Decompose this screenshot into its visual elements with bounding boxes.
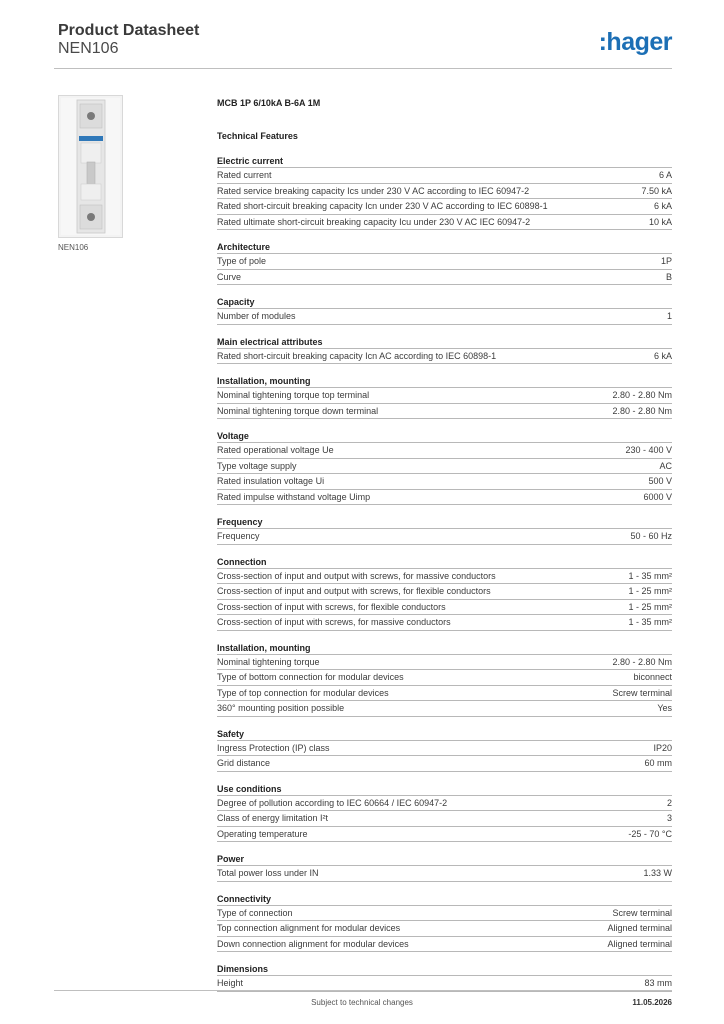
spec-row [217, 669, 672, 685]
spec-row [217, 214, 672, 231]
spec-section [217, 783, 672, 843]
spec-row [217, 183, 672, 199]
spec-value: 7.50 kA [641, 185, 672, 196]
spec-row [217, 473, 672, 489]
spec-label: Number of modules [217, 311, 296, 322]
page-header [58, 20, 672, 70]
spec-table [217, 795, 672, 843]
product-image [58, 95, 123, 238]
section-title: Main electrical attributes [217, 336, 323, 347]
spec-label: Type of connection [217, 907, 293, 918]
spec-value: 500 V [648, 476, 672, 487]
section-title: Frequency [217, 517, 263, 527]
spec-row [217, 826, 672, 843]
spec-value: Aligned terminal [607, 923, 672, 934]
spec-value: Screw terminal [612, 687, 672, 698]
spec-row [217, 387, 672, 403]
spec-value: 3 [666, 813, 672, 824]
spec-value: 1.33 W [643, 868, 672, 879]
spec-value: Screw terminal [612, 907, 672, 918]
spec-label: Class of energy limitation I²t [217, 813, 329, 824]
spec-row [217, 489, 672, 506]
spec-row [217, 403, 672, 420]
footer-divider [54, 990, 672, 991]
spec-row [217, 936, 672, 953]
spec-label: Cross-section of input and output with screws, for flexible conductors [217, 586, 491, 597]
spec-section [217, 430, 672, 505]
spec-row [217, 198, 672, 214]
spec-table [217, 387, 672, 419]
spec-table [217, 167, 672, 230]
spec-value: 6 kA [653, 350, 672, 361]
spec-value: 1P [660, 256, 672, 267]
section-title: Safety [217, 728, 245, 739]
spec-value: AC [659, 460, 672, 471]
spec-value: 10 kA [648, 216, 672, 227]
spec-section [217, 642, 672, 717]
spec-row [217, 253, 672, 269]
spec-label: Ingress Protection (IP) class [217, 742, 330, 753]
spec-value: 1 - 35 mm² [628, 617, 672, 628]
spec-label: Rated short-circuit breaking capacity Icn under 230 V AC according to IEC 60898-1 [217, 201, 548, 212]
spec-row [217, 583, 672, 599]
circuit-breaker-illustration [59, 96, 122, 237]
section-title: Dimensions [217, 964, 269, 974]
spec-section [217, 296, 672, 325]
section-title: Voltage [217, 431, 249, 441]
spec-value: 6000 V [643, 491, 672, 502]
spec-table [217, 865, 672, 882]
technical-content [217, 97, 672, 992]
spec-row [217, 810, 672, 826]
spec-label: Rated insulation voltage Ui [217, 476, 325, 487]
spec-table [217, 528, 672, 545]
spec-label: Nominal tightening torque down terminal [217, 405, 379, 416]
spec-value: 6 kA [653, 201, 672, 212]
spec-label: Degree of pollution according to IEC 60664 / IEC 60947-2 [217, 797, 448, 808]
section-title: Use conditions [217, 783, 282, 794]
header-divider [54, 68, 672, 69]
spec-label: Cross-section of input with screws, for massive conductors [217, 617, 451, 628]
spec-table [217, 348, 672, 365]
spec-label: Type of top connection for modular devices [217, 687, 389, 698]
features-heading: Technical Features [217, 131, 298, 141]
spec-value: biconnect [633, 672, 672, 683]
spec-value: 6 A [658, 170, 672, 181]
spec-row [217, 700, 672, 717]
spec-label: Rated current [217, 170, 272, 181]
spec-table [217, 740, 672, 772]
spec-value: IP20 [653, 742, 672, 753]
spec-label: Top connection alignment for modular devices [217, 923, 401, 934]
spec-row [217, 308, 672, 325]
spec-section [217, 728, 672, 772]
spec-row [217, 599, 672, 615]
spec-row [217, 685, 672, 701]
section-title: Capacity [217, 297, 255, 307]
spec-table [217, 308, 672, 325]
section-title: Connection [217, 556, 267, 567]
section-title: Architecture [217, 242, 271, 252]
spec-row [217, 920, 672, 936]
spec-section [217, 241, 672, 285]
section-title: Power [217, 854, 245, 864]
spec-label: Cross-section of input and output with screws, for massive conductors [217, 570, 496, 581]
spec-section [217, 556, 672, 631]
footer-note: Subject to technical changes [311, 998, 413, 1007]
spec-label: Frequency [217, 531, 260, 542]
spec-label: Rated operational voltage Ue [217, 445, 334, 456]
spec-row [217, 755, 672, 772]
feature-sections [217, 155, 672, 992]
spec-value: 1 - 35 mm² [628, 570, 672, 581]
document-code: NEN106 [58, 40, 119, 57]
spec-label: Curve [217, 271, 242, 282]
spec-label: Total power loss under IN [217, 868, 319, 879]
spec-label: Type of bottom connection for modular devices [217, 672, 404, 683]
spec-row [217, 167, 672, 183]
spec-label: Rated ultimate short-circuit breaking capacity Icu under 230 V AC IEC 60947-2 [217, 216, 531, 227]
spec-label: Rated service breaking capacity Ics under 230 V AC according to IEC 60947-2 [217, 185, 530, 196]
hager-logo: :hager [598, 28, 672, 56]
spec-value: 1 [666, 311, 672, 322]
spec-row [217, 348, 672, 365]
spec-label: Grid distance [217, 758, 271, 769]
spec-value: 230 - 400 V [625, 445, 672, 456]
section-title: Connectivity [217, 893, 272, 904]
spec-label: Nominal tightening torque top terminal [217, 390, 370, 401]
spec-value: 2.80 - 2.80 Nm [612, 390, 672, 401]
section-title: Installation, mounting [217, 376, 311, 386]
spec-row [217, 614, 672, 631]
spec-row [217, 458, 672, 474]
spec-section [217, 963, 672, 992]
spec-value: B [665, 271, 672, 282]
spec-value: 2.80 - 2.80 Nm [612, 656, 672, 667]
spec-label: 360° mounting position possible [217, 703, 345, 714]
spec-label: Rated impulse withstand voltage Uimp [217, 491, 371, 502]
spec-row [217, 905, 672, 921]
spec-table [217, 905, 672, 953]
section-title: Installation, mounting [217, 642, 311, 653]
spec-value: 1 - 25 mm² [628, 601, 672, 612]
spec-table [217, 654, 672, 717]
spec-value: 2 [666, 797, 672, 808]
spec-section [217, 516, 672, 545]
spec-value: 60 mm [644, 758, 672, 769]
spec-label: Down connection alignment for modular devices [217, 938, 409, 949]
spec-table [217, 253, 672, 285]
spec-row [217, 795, 672, 811]
spec-label: Type of pole [217, 256, 267, 267]
spec-section [217, 893, 672, 953]
spec-label: Type voltage supply [217, 460, 297, 471]
image-caption: NEN106 [58, 243, 89, 252]
spec-value: 2.80 - 2.80 Nm [612, 405, 672, 416]
spec-value: Yes [657, 703, 672, 714]
spec-value: 83 mm [644, 978, 672, 989]
spec-row [217, 740, 672, 756]
spec-section [217, 155, 672, 230]
spec-table [217, 442, 672, 505]
document-title: Product Datasheet [58, 22, 200, 39]
spec-value: -25 - 70 °C [628, 828, 672, 839]
spec-section [217, 336, 672, 365]
spec-row [217, 528, 672, 545]
spec-label: Rated short-circuit breaking capacity Icn AC according to IEC 60898-1 [217, 350, 497, 361]
section-title: Electric current [217, 156, 284, 166]
spec-row [217, 568, 672, 584]
spec-row [217, 865, 672, 882]
spec-row [217, 654, 672, 670]
spec-row [217, 442, 672, 458]
spec-label: Cross-section of input with screws, for flexible conductors [217, 601, 446, 612]
spec-label: Operating temperature [217, 828, 308, 839]
product-name: MCB 1P 6/10kA B-6A 1M [217, 98, 321, 108]
spec-section [217, 853, 672, 882]
spec-label: Height [217, 978, 244, 989]
footer-date: 11.05.2026 [632, 998, 672, 1007]
spec-value: 50 - 60 Hz [630, 531, 672, 542]
spec-value: 1 - 25 mm² [628, 586, 672, 597]
spec-section [217, 375, 672, 419]
spec-table [217, 568, 672, 631]
spec-row [217, 269, 672, 286]
spec-value: Aligned terminal [607, 938, 672, 949]
spec-label: Nominal tightening torque [217, 656, 320, 667]
